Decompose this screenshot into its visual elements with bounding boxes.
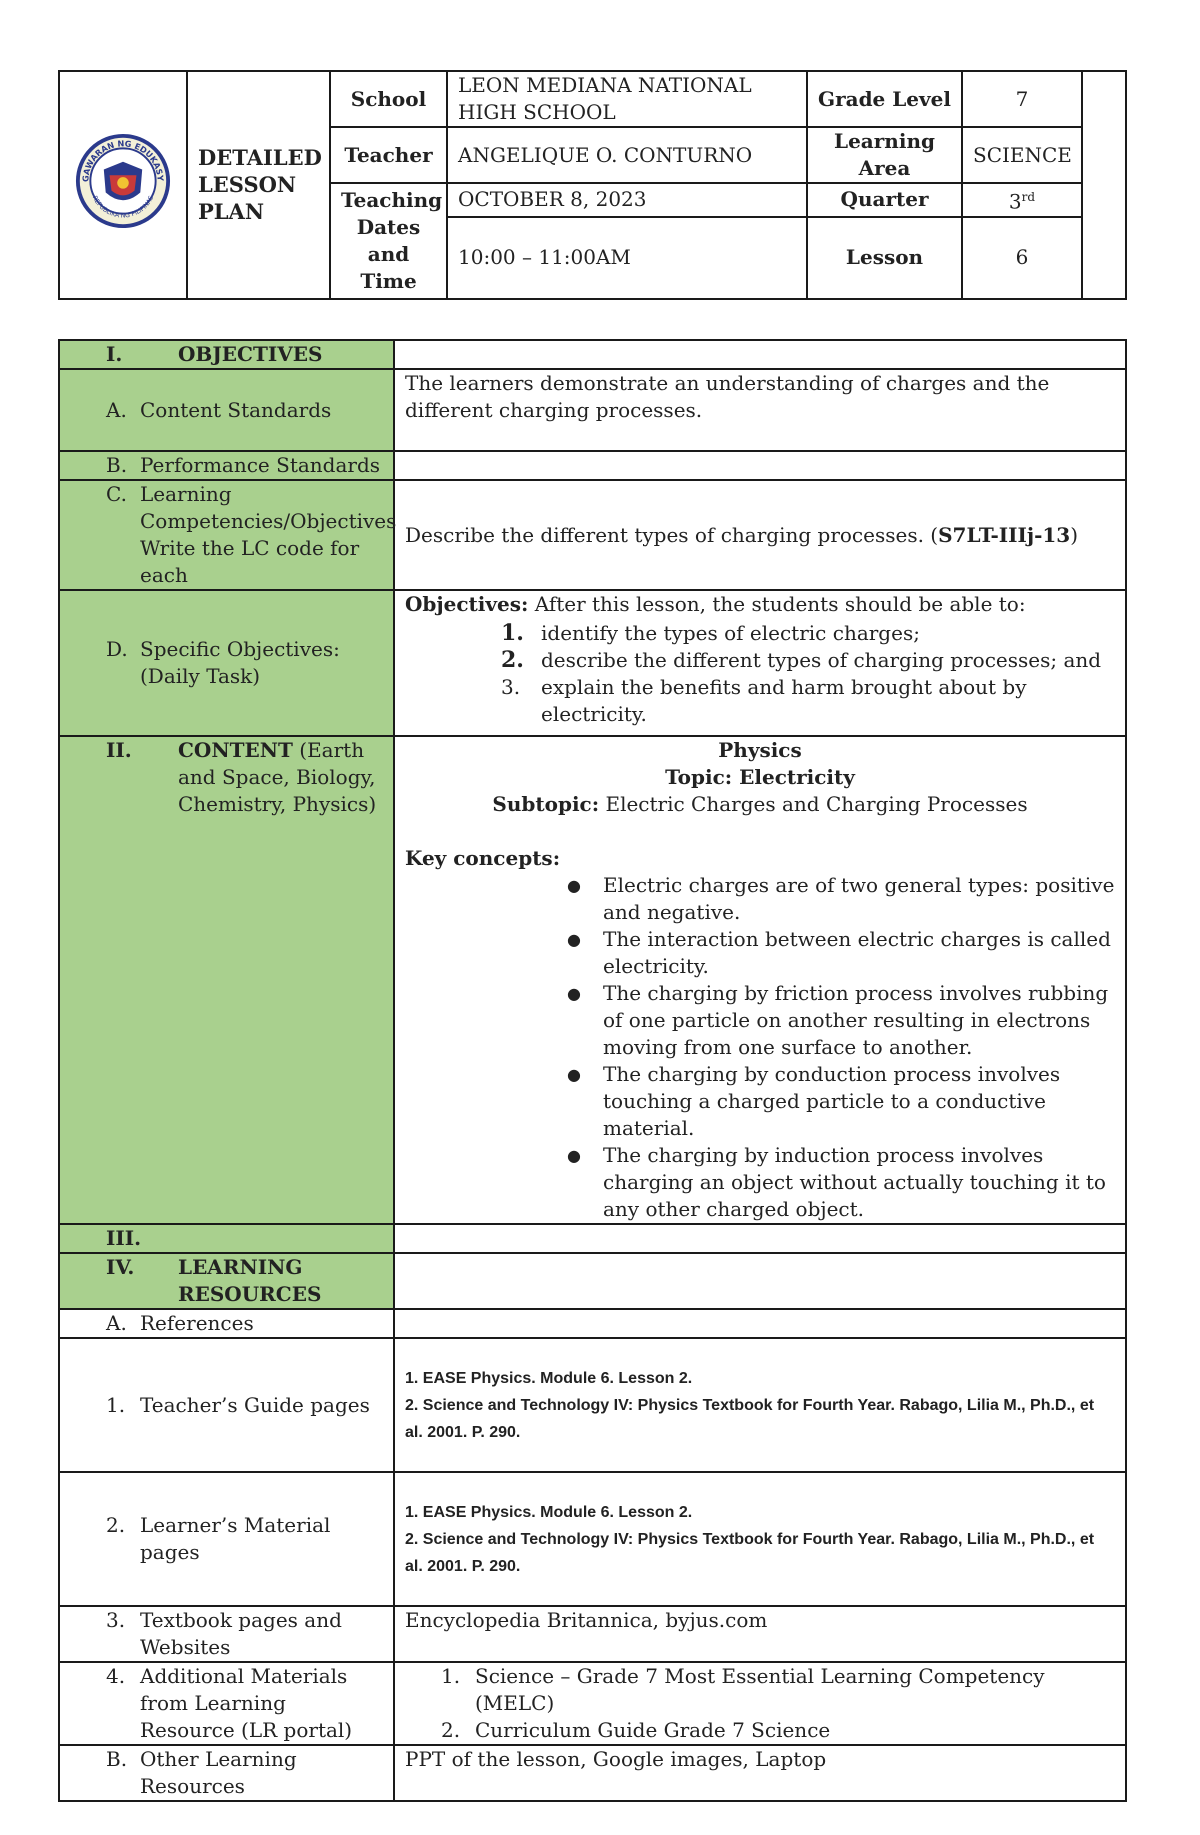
- textbook-value: Encyclopedia Britannica, byjus.com: [394, 1606, 1126, 1662]
- list-item: 2. Curriculum Guide Grade 7 Science: [441, 1718, 831, 1742]
- learning-resources-blank: [394, 1253, 1126, 1309]
- performance-standards-value: [394, 451, 1126, 480]
- teachers-guide-row: [59, 1338, 1126, 1472]
- key-concept-item: ● The charging by conduction process involves touching a charged particle to a conductive material.: [567, 1062, 1061, 1140]
- bullet-icon: ●: [567, 1146, 581, 1165]
- additional-materials-value: [394, 1662, 1126, 1745]
- subject-title: Physics: [718, 738, 802, 762]
- learners-material-value: 1. EASE Physics. Module 6. Lesson 2. 2. Science and Technology IV: Physics Textbook for Fourth Year. Rabago, Lilia M., Ph.D., et al. 2001. P. 290.: [394, 1472, 1126, 1606]
- content-heading: II. CONTENT (Earth and Space, Biology, Chemistry, Physics): [59, 736, 394, 1224]
- key-concept-item: ● The charging by induction process involves charging an object without actually touching it to any other charged object.: [567, 1143, 1106, 1221]
- quarter-label: Quarter: [807, 183, 962, 217]
- logo-cell: [59, 71, 187, 299]
- objective-item: 3. explain the benefits and harm brought about by electricity.: [501, 675, 1027, 726]
- content-standards-row: [59, 369, 1126, 451]
- other-resources-label: B. Other Learning Resources: [59, 1745, 394, 1801]
- blank-header-cell: [1082, 71, 1126, 299]
- section-three-heading: III.: [59, 1224, 394, 1253]
- deped-seal-icon: [75, 133, 171, 229]
- learners-material-row: [59, 1472, 1126, 1606]
- date-value: OCTOBER 8, 2023: [447, 183, 807, 217]
- quarter-value: 3rd: [962, 183, 1082, 217]
- objectives-row: [59, 340, 1126, 369]
- learning-area-label: Learning Area: [807, 127, 962, 183]
- references-row: [59, 1309, 1126, 1338]
- additional-materials-list: [405, 1663, 1115, 1744]
- key-concept-item: ● The charging by friction process involves rubbing of one particle on another resulting in electrons moving from one surface to another.: [567, 981, 1109, 1059]
- teacher-value: ANGELIQUE O. CONTURNO: [447, 127, 807, 183]
- section-three-blank: [394, 1224, 1126, 1253]
- specific-objectives-label: D. Specific Objectives: (Daily Task): [59, 590, 394, 736]
- learning-resources-heading: IV. LEARNING RESOURCES: [59, 1253, 394, 1309]
- svg-text:REPUBLIKA NG PILIPINAS: REPUBLIKA NG PILIPINAS: [90, 195, 156, 220]
- lesson-label: Lesson: [807, 217, 962, 299]
- key-concept-item: ● Electric charges are of two general types: positive and negative.: [567, 873, 1115, 924]
- references-label: A. References: [59, 1309, 394, 1338]
- teachers-guide-label: 1. Teacher’s Guide pages: [59, 1338, 394, 1472]
- learning-competencies-row: [59, 480, 1126, 590]
- school-label: School: [330, 71, 447, 127]
- objective-item: 1. identify the types of electric charges;: [501, 620, 920, 646]
- specific-objectives-value: Objectives: After this lesson, the students should be able to: 1. identify the types of electric charges; 2. describe the different types of charging processes; and 3. explain the benefits and harm brought about by electricity.: [394, 590, 1126, 736]
- learning-resources-row: [59, 1253, 1126, 1309]
- additional-materials-row: [59, 1662, 1126, 1745]
- content-standards-label: A. Content Standards: [59, 369, 394, 451]
- performance-standards-label: B. Performance Standards: [59, 451, 394, 480]
- learning-competencies-value: Describe the different types of charging processes. (S7LT-IIIj-13): [394, 480, 1126, 590]
- learning-competencies-label: C. Learning Competencies/Objectives Write the LC code for each: [59, 480, 394, 590]
- bullet-icon: ●: [567, 984, 581, 1003]
- textbook-label: 3. Textbook pages and Websites: [59, 1606, 394, 1662]
- objective-item: 2. describe the different types of charging processes; and: [501, 647, 1102, 673]
- section-three-row: [59, 1224, 1126, 1253]
- other-resources-row: [59, 1745, 1126, 1801]
- performance-standards-row: [59, 451, 1126, 480]
- content-standards-value: The learners demonstrate an understanding of charges and the different charging processes.: [394, 369, 1126, 451]
- teacher-label: Teacher: [330, 127, 447, 183]
- bullet-icon: ●: [567, 930, 581, 949]
- key-concepts-label: Key concepts:: [405, 846, 561, 870]
- grade-level-label: Grade Level: [807, 71, 962, 127]
- list-item: 1. Science – Grade 7 Most Essential Learning Competency (MELC): [441, 1664, 1045, 1715]
- learners-material-label: 2. Learner’s Material pages: [59, 1472, 394, 1606]
- objectives-list: [405, 620, 1115, 728]
- bullet-icon: ●: [567, 1065, 581, 1084]
- lesson-value: 6: [962, 217, 1082, 299]
- learning-area-value: SCIENCE: [962, 127, 1082, 183]
- additional-materials-label: 4. Additional Materials from Learning Resource (LR portal): [59, 1662, 394, 1745]
- references-blank: [394, 1309, 1126, 1338]
- subtopic-title: Electric Charges and Charging Processes: [599, 792, 1028, 816]
- time-value: 10:00 – 11:00AM: [447, 217, 807, 299]
- teachers-guide-value: 1. EASE Physics. Module 6. Lesson 2. 2. Science and Technology IV: Physics Textbook for Fourth Year. Rabago, Lilia M., Ph.D., et al. 2001. P. 290.: [394, 1338, 1126, 1472]
- key-concepts-list: [405, 872, 1115, 1223]
- specific-objectives-row: [59, 590, 1126, 736]
- objectives-blank: [394, 340, 1126, 369]
- doc-title: DETAILED LESSON PLAN: [187, 71, 330, 299]
- objectives-heading: I. OBJECTIVES: [59, 340, 394, 369]
- content-row: [59, 736, 1126, 1224]
- school-value: LEON MEDIANA NATIONAL HIGH SCHOOL: [447, 71, 807, 127]
- teaching-dates-label: Teaching Dates and Time: [330, 183, 447, 299]
- svg-text:KAGAWARAN NG EDUKASYON: GAWARAN NG EDUKASY: [80, 138, 166, 183]
- other-resources-value: PPT of the lesson, Google images, Laptop: [394, 1745, 1126, 1801]
- lesson-plan-table: [58, 339, 1127, 1802]
- grade-level-value: 7: [962, 71, 1082, 127]
- content-value: Physics Topic: Electricity Subtopic: Electric Charges and Charging Processes Key concepts: ● Electric charges are of two general types: positive and negative. ● The interaction between electric charges is called electricity. ● The charging by friction process involves rubbing of one particle on another resulting in electrons moving from one surface to another. ● The charging by conduction process involves touching a charged particle to a conductive material. ● The charging by induction process involves charging an object without actually touching it to any other charged object.: [394, 736, 1126, 1224]
- topic-title: Topic: Electricity: [665, 765, 855, 789]
- key-concept-item: ● The interaction between electric charges is called electricity.: [567, 927, 1111, 978]
- textbook-row: [59, 1606, 1126, 1662]
- bullet-icon: ●: [567, 876, 581, 895]
- header-table: [58, 70, 1127, 300]
